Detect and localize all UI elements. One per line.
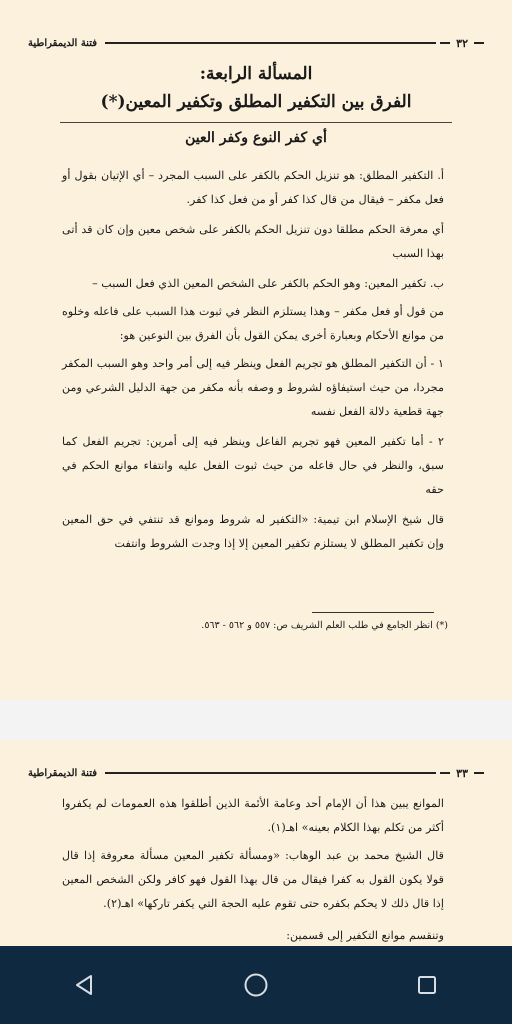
chapter-heading: الفرق بين التكفير المطلق وتكفير المعين(*) — [100, 92, 412, 112]
system-navigation-bar — [0, 946, 512, 1024]
header-rule — [105, 772, 436, 774]
back-triangle-icon — [73, 973, 97, 997]
page-gap — [0, 700, 512, 740]
title-divider — [60, 122, 452, 123]
book-page-33 — [0, 740, 512, 946]
book-title: فتنة الديمقراطية — [28, 37, 97, 49]
book-title: فتنة الديمقراطية — [28, 767, 97, 779]
paragraph: من قول أو فعل مكفر – وهذا يستلزم النظر في ثبوت هذا السبب على فاعله وخلوه من موانع الأحكام وبعبارة أخرى يمكن القول بأن الفرق بين النوعين هو: — [62, 305, 444, 342]
page-header — [28, 36, 484, 50]
back-button[interactable] — [55, 955, 115, 1015]
chapter-title: المسألة الرابعة: — [199, 64, 313, 84]
paragraph: الموانع يبين هذا أن الإمام أحد وعامة الأئمة الذين أطلقوا هذه العمومات لم يكفروا أكثر من تكلم بهذا الكلام بعينه» اهـ(١). — [62, 797, 444, 834]
page-number: ٣٢ — [456, 36, 468, 50]
paragraph: قال الشيخ محمد بن عبد الوهاب: «ومسألة تكفير المعين مسألة معروفة إذا قال قولا يكون القول به كفرا فيقال من قال بهذا القول فهو كافر ولكن الشخص المعين إذا قال ذلك لا يحكم بكفره حتى تقوم عليه الحجة التي يكفر تاركها» اهـ(٢). — [62, 849, 444, 910]
paragraph: أ. التكفير المطلق: هو تنزيل الحكم بالكفر على السبب المجرد – أي الإتيان بقول أو فعل مكفر – فيقال من قال كذا كفر أو من فعل كذا كفر. — [62, 169, 444, 206]
page-number: ٣٣ — [456, 766, 468, 780]
home-button[interactable] — [226, 955, 286, 1015]
header-dash — [474, 42, 484, 44]
paragraph: وتنقسم موانع التكفير إلى قسمين: — [286, 929, 444, 942]
paragraph: ٢ - أما تكفير المعين فهو تجريم الفاعل وينظر فيه إلى أمرين: تجريم الفعل كما سبق، والنظر في حال فاعله من حيث ثبوت الفعل عليه وانتفاء موانع الحكم في حقه — [62, 435, 444, 496]
header-dash — [440, 42, 450, 44]
footnote: (*) انظر الجامع في طلب العلم الشريف ص: ٥٥٧ و ٥٦٢ - ٥٦٣. — [201, 620, 448, 631]
recents-button[interactable] — [397, 955, 457, 1015]
home-circle-icon — [243, 972, 269, 998]
header-dash — [474, 772, 484, 774]
page-header — [28, 766, 484, 780]
paragraph: قال شيخ الإسلام ابن تيمية: «التكفير له شروط وموانع قد تنتفي في حق المعين وإن تكفير المطلق لا يستلزم تكفير المعين إلا إذا وجدت الشروط وانتفت — [62, 513, 444, 550]
paragraph: ١ - أن التكفير المطلق هو تجريم الفعل وينظر فيه إلى أمر واحد وهو السبب المكفر مجردا، من حيث استيفاؤه لشروط و وصفه بأنه مكفر من جهة الدليل الشرعي ومن جهة قطعية دلالة الفعل نفسه — [62, 357, 444, 418]
section-subtitle: أي كفر النوع وكفر العين — [185, 130, 327, 146]
paragraph: ب. تكفير المعين: وهو الحكم بالكفر على الشخص المعين الذي فعل السبب – — [92, 277, 444, 290]
footnote-divider — [312, 612, 434, 613]
paragraph: أي معرفة الحكم مطلقا دون تنزيل الحكم بالكفر على شخص معين وإن كان قد أتى بهذا السبب — [62, 223, 444, 260]
header-dash — [440, 772, 450, 774]
header-rule — [105, 42, 436, 44]
recents-square-icon — [416, 974, 438, 996]
